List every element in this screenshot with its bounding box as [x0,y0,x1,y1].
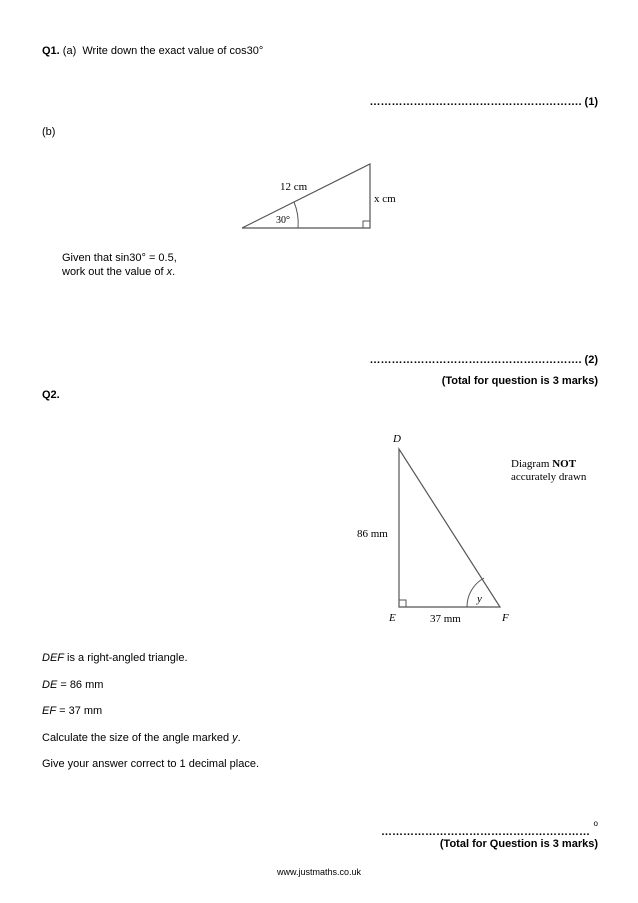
q2-answer-line: ………………………………………………… [381,826,590,838]
q1-angle-arc [294,202,298,228]
q2-side-ef-label: 37 mm [430,613,461,625]
q1-given-line2-end: . [172,266,176,278]
q1-part-b-label: (b) [42,126,56,138]
q2-line2-var: DE [42,679,58,691]
q1-answer-line-a: …………………………………………………. (1) [369,96,598,108]
q1-part-a-text: Write down the exact value of cos30° [82,45,264,57]
q1-answer-line-b: …………………………………………………. (2) [369,354,598,366]
q1-triangle [242,164,370,228]
q2-line3 [42,705,102,717]
q1-part-a-label: (a) [62,45,77,57]
q2-line5: Give your answer correct to 1 decimal place. [42,758,260,770]
q2-note-bold: NOT [552,458,577,470]
q2-line4 [42,732,241,744]
q2-side-de-label: 86 mm [357,528,388,540]
q1-hyp-label: 12 cm [280,181,308,193]
q2-line2 [42,679,103,691]
q1-label: Q1. [42,45,60,57]
q2-line4-end: . [237,732,241,744]
q2-vertex-f: F [502,612,509,624]
q2-line4-text: Calculate the size of the angle marked [42,732,233,744]
q2-degree-mark: o [593,819,598,828]
q2-right-angle-mark [399,600,406,607]
q1-side-label: x cm [374,193,396,205]
q2-note-text: Diagram [511,458,553,470]
q2-note-line1 [511,458,577,470]
q1-right-angle-mark [363,221,370,228]
q2-triangle [399,449,500,607]
q1-heading [42,45,263,57]
q1-given-line2 [62,266,175,278]
q2-angle-y-label: y [477,593,482,605]
q2-vertex-d: D [393,433,401,445]
q2-note-line2: accurately drawn [511,471,587,483]
q2-line1 [42,652,188,664]
q1-angle-label: 30° [276,215,290,226]
q1-triangle-diagram [236,160,406,235]
q2-line4-var: y [232,732,238,744]
q2-line2-text: = 86 mm [57,679,104,691]
q1-given-line1: Given that sin30° = 0.5, [62,252,177,264]
q2-line3-text: = 37 mm [56,705,103,717]
q2-label: Q2. [42,389,60,401]
q2-triangle-diagram [350,428,600,628]
q1-given-line2-text: work out the value of [62,266,167,278]
q2-line3-var: EF [42,705,57,717]
q1-given-var: x [166,266,173,278]
q2-line1-text: is a right-angled triangle. [64,652,188,664]
q2-vertex-e: E [389,612,396,624]
q2-total: (Total for Question is 3 marks) [439,838,598,850]
q1-total: (Total for question is 3 marks) [441,375,598,387]
footer-url: www.justmaths.co.uk [276,867,362,877]
q2-line1-var: DEF [42,652,64,664]
